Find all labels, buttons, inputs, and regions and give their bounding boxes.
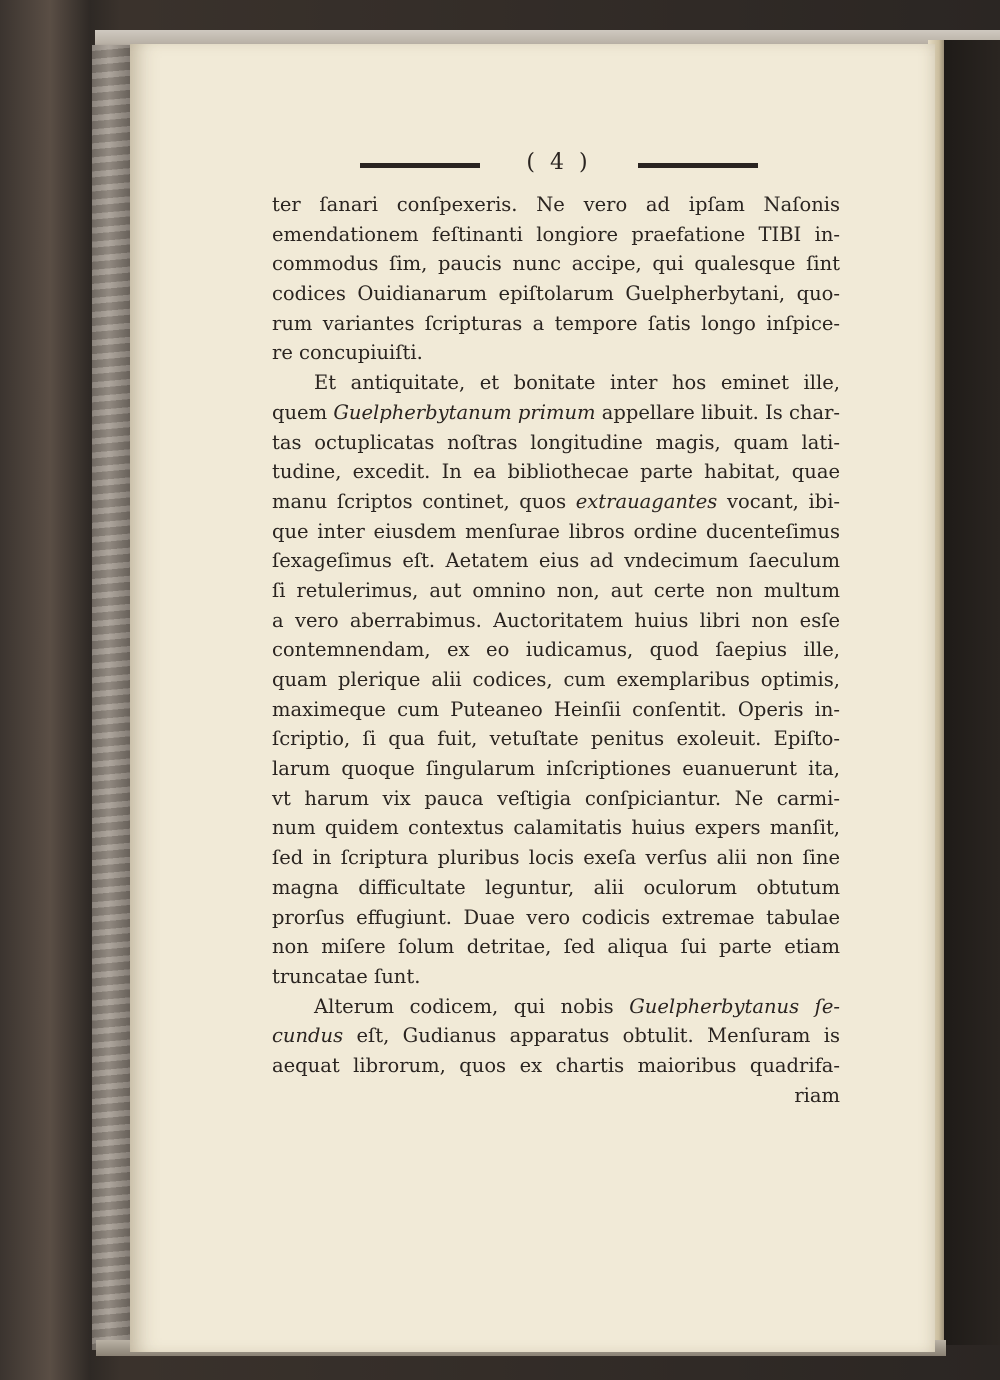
text-line: commodus ſim, paucis nunc accipe, qui qualesque ſint [272,252,840,276]
page-number: ( 4 ) [526,150,592,175]
text-run: manu ſcriptos continet, quos [272,489,567,513]
text-line: vt harum vix pauca veſtigia conſpiciantur. Ne carmi- [272,786,840,810]
text-run: vocant, ibi- [726,489,841,513]
text-line: prorſus effugiunt. Duae vero codicis extremae tabulae [272,905,840,929]
text-line: contemnendam, ex eo iudicamus, quod ſaepius ille, [272,638,840,662]
text-line: emendationem feſtinanti longiore praefatione TIBI in- [272,222,840,246]
italic-term: extrauagantes [575,489,718,513]
cover-board-right [944,40,1000,1345]
text-line: truncatae ſunt. [272,964,421,988]
text-line [272,487,840,517]
text-run: eſt, Gudianus apparatus obtulit. Menſuram is [356,1024,841,1048]
text-line: rum variantes ſcripturas a tempore ſatis longo inſpice- [272,311,840,335]
text-line: ſexageſimus eſt. Aetatem eius ad vndecimum ſaeculum [272,549,840,573]
catchword: riam [794,1083,840,1107]
text-line: maximeque cum Puteaneo Heinſii conſentit. Operis in- [272,697,840,721]
book-spine [92,45,134,1350]
text-line [272,1021,840,1051]
text-line: magna difficultate leguntur, alii oculorum obtutum [272,875,840,899]
text-line: larum quoque ſingularum inſcriptiones euanuerunt ita, [272,757,840,781]
text-line: num quidem contextus calamitatis huius expers manſit, [272,816,840,840]
text-line: ſi retulerimus, aut omnino non, aut certe non multum [272,578,840,602]
text-line [272,398,840,428]
text-line: tas octuplicatas noſtras longitudine magis, quam lati- [272,430,840,454]
page-header [360,150,760,180]
body-text [272,190,840,1110]
italic-term: cundus [272,1024,344,1048]
text-line [272,992,840,1022]
italic-term: Guelpherbytanum primum [333,400,596,424]
text-line: aequat librorum, quos ex chartis maioribus quadrifa- [272,1053,840,1077]
text-line: Et antiquitate, et bonitate inter hos eminet ille, [314,371,840,395]
text-line: ter ſanari conſpexeris. Ne vero ad ipſam Naſonis [272,193,840,216]
text-line: re concupiuiſti. [272,341,423,365]
text-line: non miſere ſolum detritae, ſed aliqua ſui parte etiam [272,935,840,959]
text-line: codices Ouidianarum epiſtolarum Guelpherbytani, quo- [272,282,840,306]
text-line: ſed in ſcriptura pluribus locis exeſa verſus alii non ſine [272,846,840,870]
header-rule-left [360,163,480,168]
text-line: a vero aberrabimus. Auctoritatem huius libri non esſe [272,608,840,632]
text-run: appellare libuit. Is char- [601,400,841,424]
text-line: que inter eiusdem menſurae libros ordine ducenteſimus [272,519,840,543]
text-line: quam plerique alii codices, cum exemplaribus optimis, [272,668,840,691]
text-line: ſcriptio, ſi qua fuit, vetuſtate penitus exoleuit. Epiſto- [272,727,840,751]
italic-term: Guelpherbytanus ſe- [629,994,841,1018]
text-line: tudine, excedit. In ea bibliothecae parte habitat, quae [272,460,840,484]
header-rule-right [638,163,758,168]
text-run: Alterum codicem, qui nobis [314,994,614,1018]
text-run: quem [272,400,328,424]
